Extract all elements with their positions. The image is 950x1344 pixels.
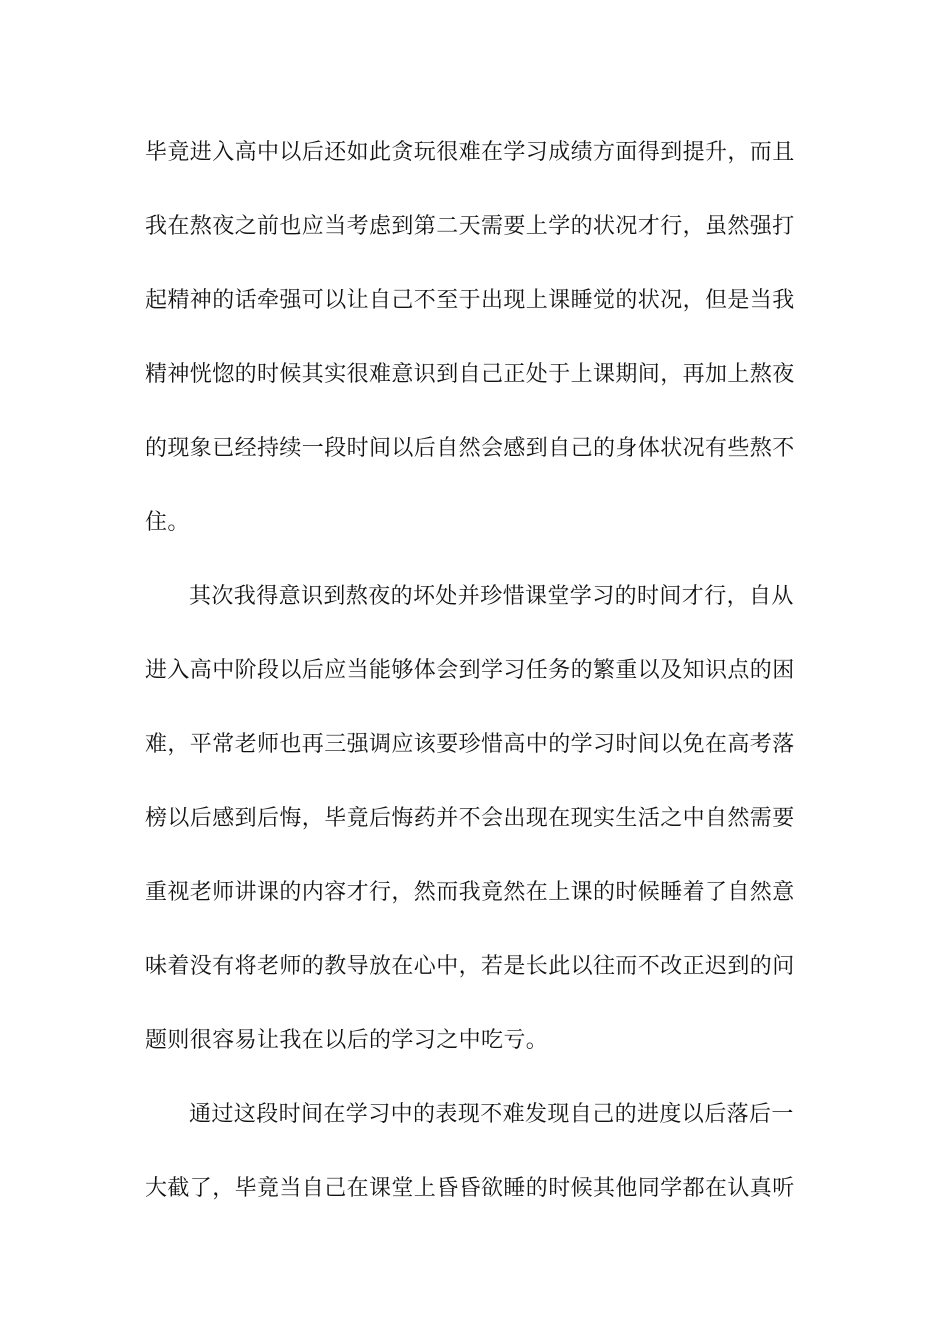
- text-line-2: 我在熬夜之前也应当考虑到第二天需要上学的状况才行，虽然强打: [145, 214, 795, 239]
- text-line-7: 其次我得意识到熬夜的坏处并珍惜课堂学习的时间才行，自从: [189, 584, 794, 609]
- text-line-4: 精神恍惚的时候其实很难意识到自己正处于上课期间，再加上熬夜: [145, 362, 795, 387]
- text-line-5: 的现象已经持续一段时间以后自然会感到自己的身体状况有些熬不: [145, 436, 795, 461]
- text-line-8: 进入高中阶段以后应当能够体会到学习任务的繁重以及知识点的困: [145, 658, 795, 683]
- text-line-1: 毕竟进入高中以后还如此贪玩很难在学习成绩方面得到提升，而且: [145, 140, 795, 165]
- text-line-13: 题则很容易让我在以后的学习之中吃亏。: [145, 1028, 549, 1053]
- text-line-9: 难，平常老师也再三强调应该要珍惜高中的学习时间以免在高考落: [145, 732, 795, 757]
- text-line-6: 住。: [145, 510, 190, 535]
- text-line-15: 大截了，毕竟当自己在课堂上昏昏欲睡的时候其他同学都在认真听: [145, 1176, 795, 1201]
- text-line-10: 榜以后感到后悔，毕竟后悔药并不会出现在现实生活之中自然需要: [145, 806, 795, 831]
- document-body: [145, 131, 805, 1241]
- text-line-12: 味着没有将老师的教导放在心中，若是长此以往而不改正迟到的问: [145, 954, 795, 979]
- text-line-3: 起精神的话牵强可以让自己不至于出现上课睡觉的状况，但是当我: [145, 288, 795, 313]
- text-line-11: 重视老师讲课的内容才行，然而我竟然在上课的时候睡着了自然意: [145, 880, 795, 905]
- text-line-14: 通过这段时间在学习中的表现不难发现自己的进度以后落后一: [189, 1102, 794, 1127]
